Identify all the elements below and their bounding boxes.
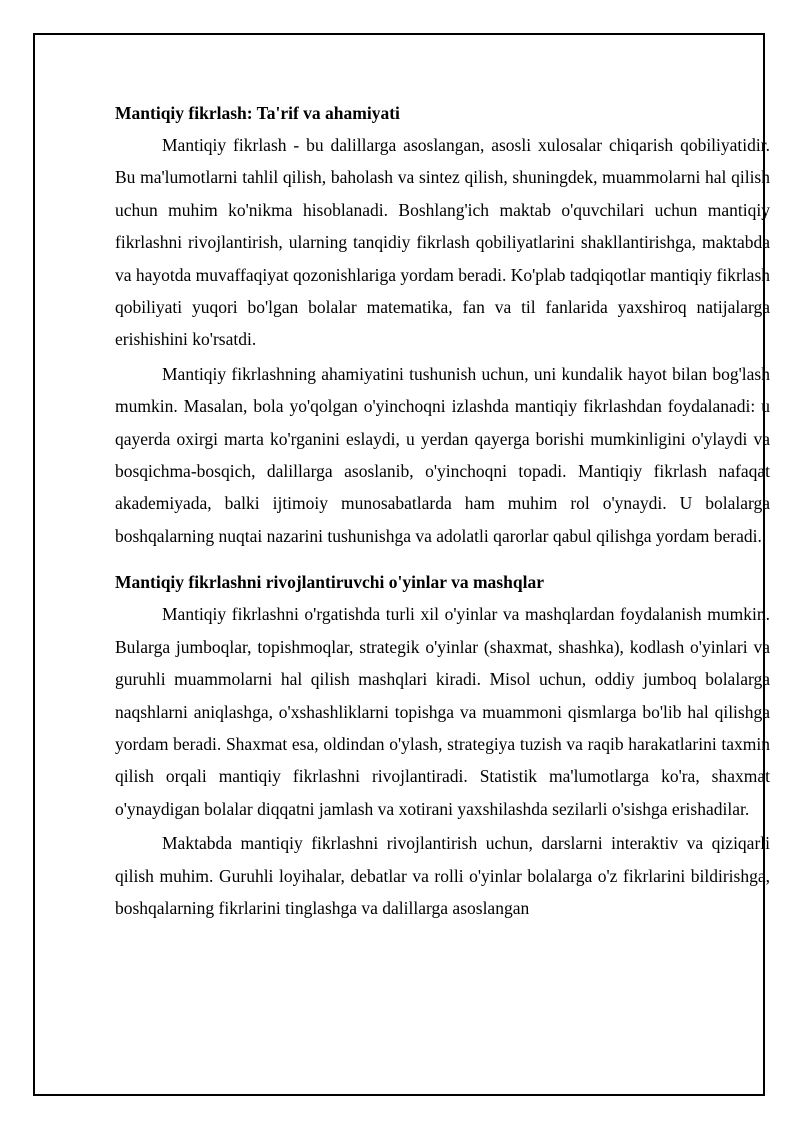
paragraph: Mantiqiy fikrlashni o'rgatishda turli xil o'yinlar va mashqlardan foydalanish mumkin. Bularga jumboqlar, topishmoqlar, strategik o'yinlar (shaxmat, shashka), kodlash o'yinlari va guruhli muammolarni hal qilish mashqlari kiradi. Misol uchun, oddiy jumboq bolalarga naqshlarni aniqlashga, o'xshashliklarni topishga va muammoni qismlarga bo'lib hal qilishga yordam beradi. Shaxmat esa, oldindan o'ylash, strategiya tuzish va raqib harakatlarini taxmin qilish orqali mantiqiy fikrlashni rivojlantiradi. Statistik ma'lumotlarga ko'ra, shaxmat o'ynaydigan bolalar diqqatni jamlash va xotirani yaxshilashda sezilarli o'sishga erishadilar.	[115, 604, 770, 819]
paragraph: Mantiqiy fikrlash - bu dalillarga asoslangan, asosli xulosalar chiqarish qobiliyatidir. Bu ma'lumotlarni tahlil qilish, baholash va sintez qilish, shuningdek, muammolarni hal qilish uchun muhim ko'nikma hisoblanadi. Boshlang'ich maktab o'quvchilari uchun mantiqiy fikrlashni rivojlantirish, ularning tanqidiy fikrlash qobiliyatlarini shakllantirishga, maktabda va hayotda muvaffaqiyat qozonishlariga yordam beradi. Ko'plab tadqiqotlar mantiqiy fikrlash qobiliyati yuqori bo'lgan bolalar matematika, fan va til fanlarida yaxshiroq natijalarga erishishini ko'rsatdi.	[115, 135, 771, 350]
section-heading-games-exercises: Mantiqiy fikrlashni rivojlantiruvchi o'yinlar va mashqlar	[115, 572, 544, 593]
paragraph: Maktabda mantiqiy fikrlashni rivojlantirish uchun, darslarni interaktiv va qiziqarli qilish muhim. Guruhli loyihalar, debatlar va rolli o'yinlar bolalarga o'z fikrlarini bildirishga, boshqalarning fikrlarini tinglashga va dalillarga asoslangan	[115, 833, 770, 918]
document-body	[115, 97, 770, 924]
section-heading-definition: Mantiqiy fikrlash: Ta'rif va ahamiyati	[115, 103, 400, 123]
paragraph: Mantiqiy fikrlashning ahamiyatini tushunish uchun, uni kundalik hayot bilan bog'lash mumkin. Masalan, bola yo'qolgan o'yinchoqni izlashda mantiqiy fikrlashdan foydalanadi: u qayerda oxirgi marta ko'rganini eslaydi, u yerdan qayerga borishi mumkinligini o'ylaydi va bosqichma-bosqich, dalillarga asoslanib, o'yinchoqni topadi. Mantiqiy fikrlash nafaqat akademiyada, balki ijtimoiy munosabatlarda ham muhim rol o'ynaydi. U bolalarga boshqalarning nuqtai nazarini tushunishga va adolatli qarorlar qabul qilishga yordam beradi.	[115, 363, 770, 546]
